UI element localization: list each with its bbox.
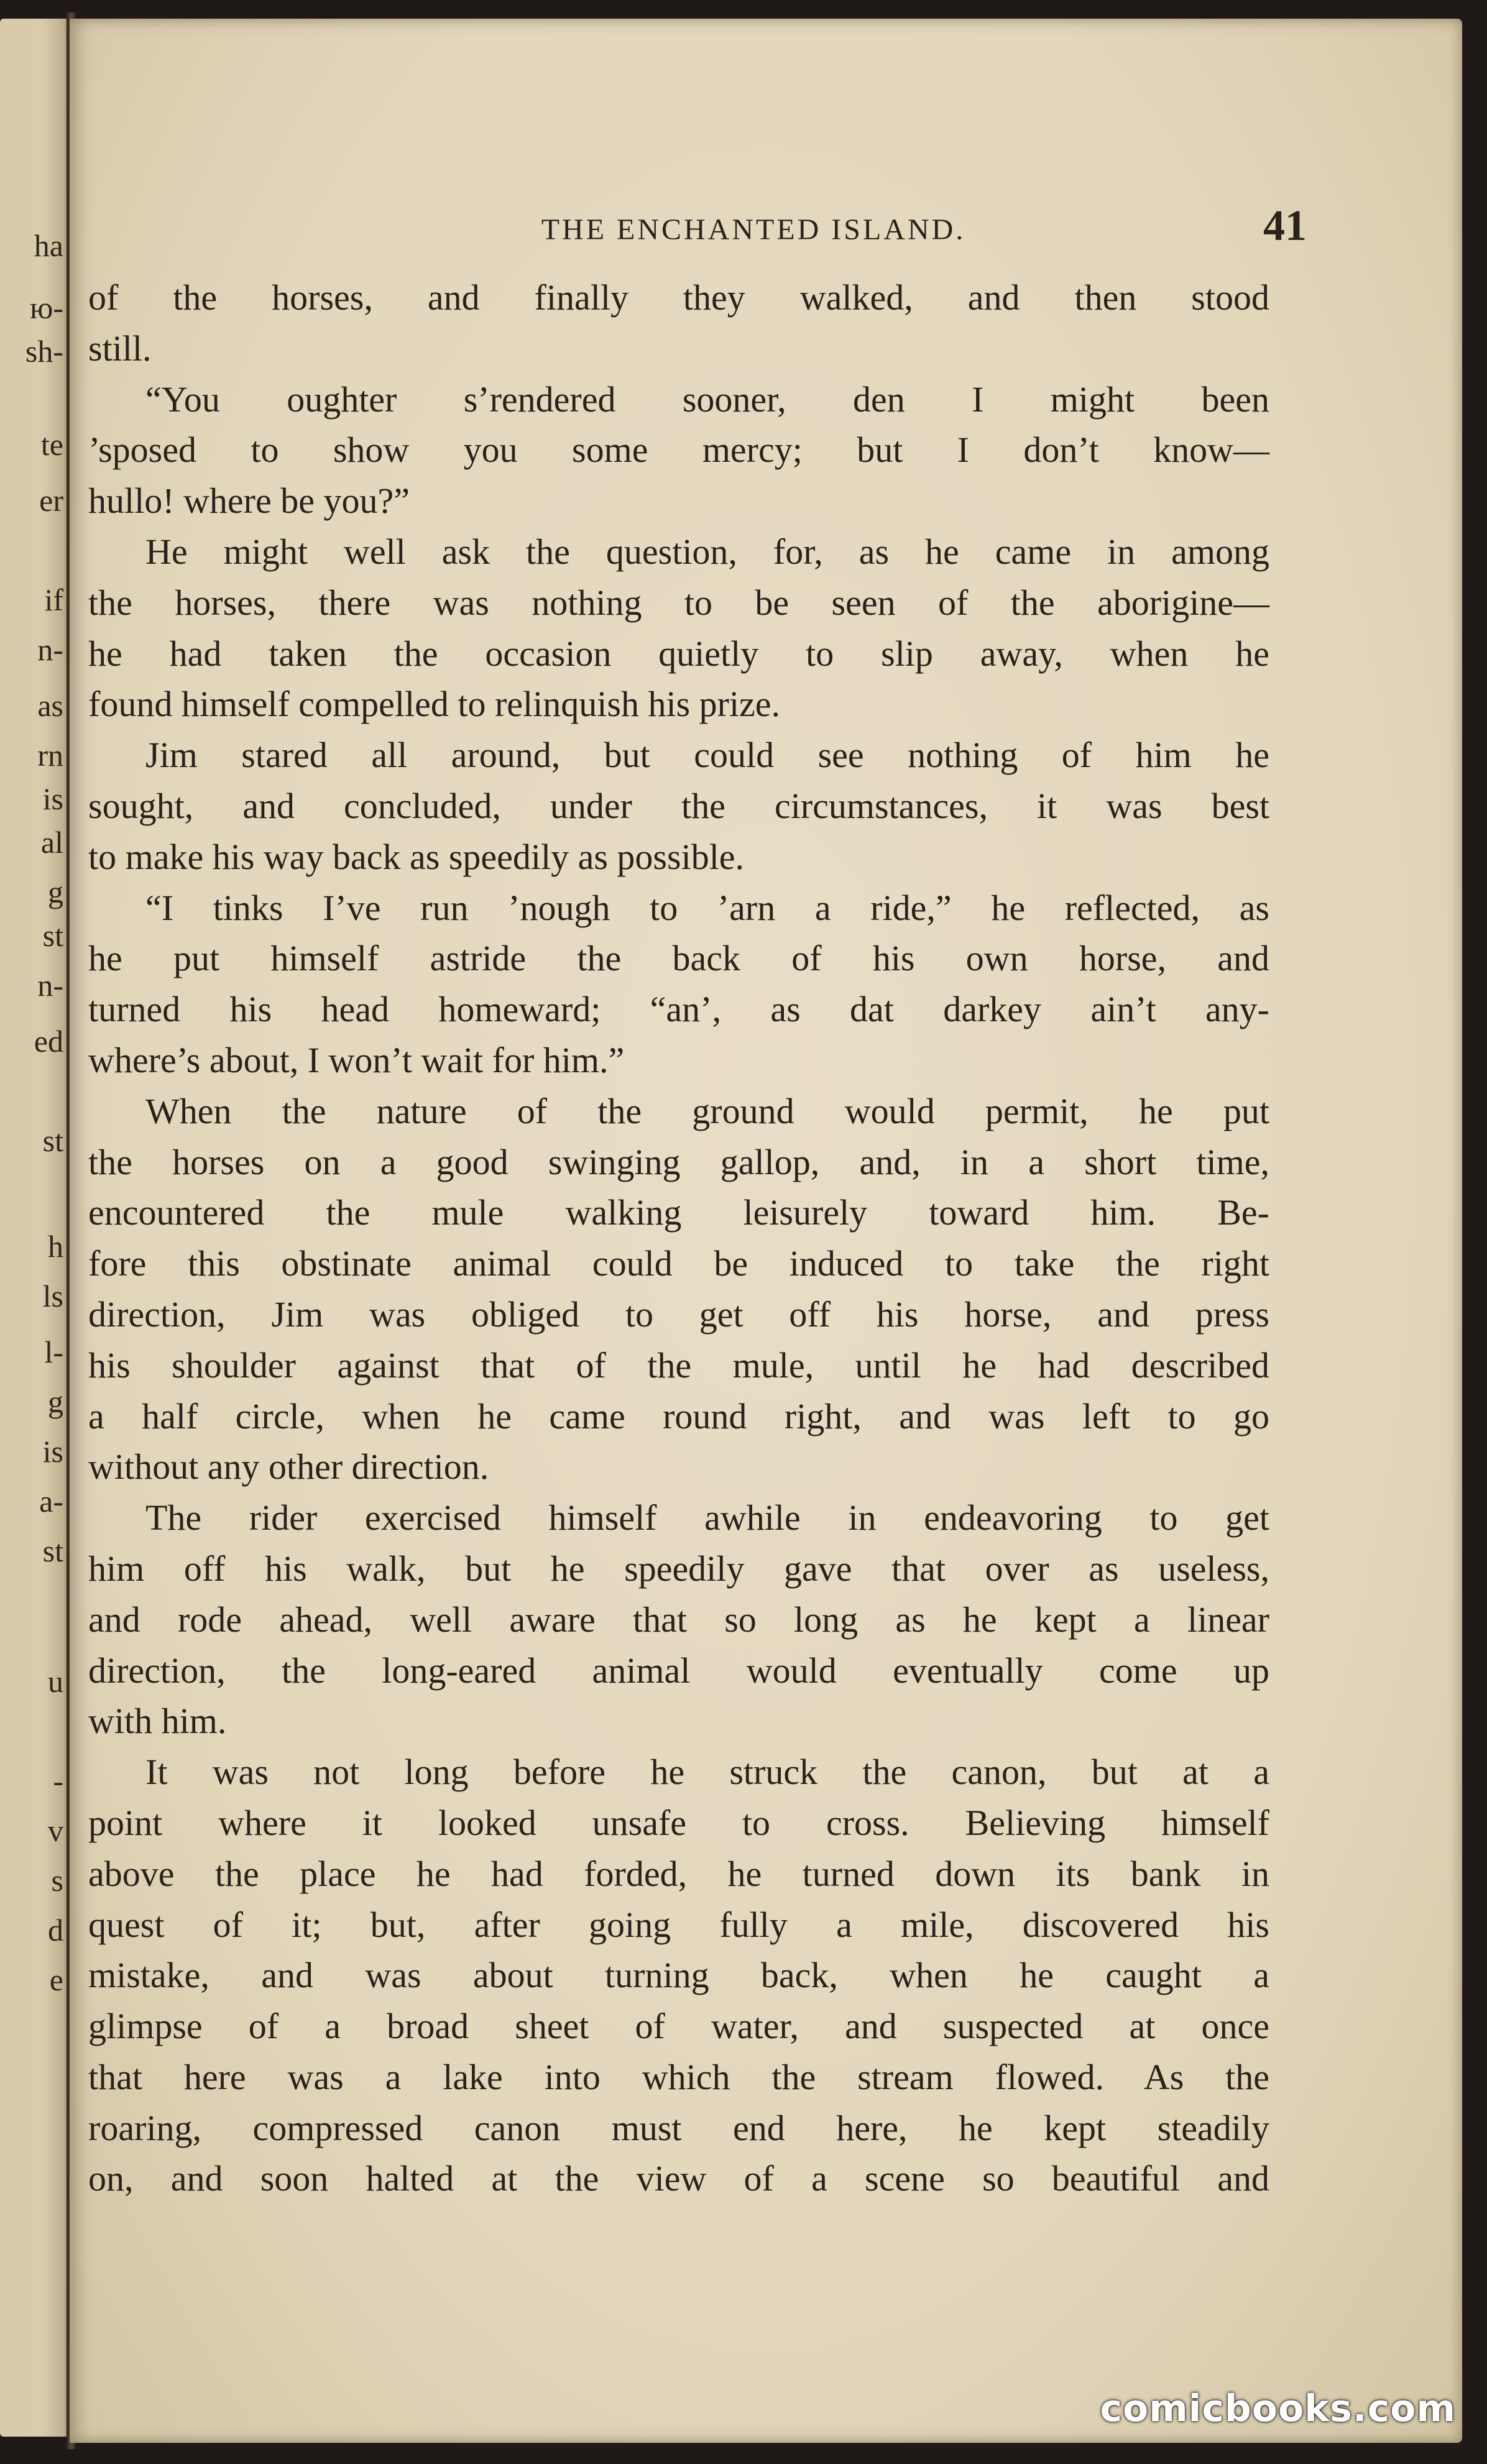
text-line: his shoulder against that of the mule, until he had described: [88, 1345, 1269, 1386]
previous-page-fragment: h: [48, 1229, 63, 1264]
previous-page-fragment: e: [49, 1962, 63, 1997]
text-line: “You oughter s’rendered sooner, den I might been: [145, 379, 1269, 420]
text-line: point where it looked unsafe to cross. Believing himself: [88, 1802, 1269, 1843]
previous-page-fragment: al: [40, 825, 63, 860]
text-line: roaring, compressed canon must end here, he kept steadily: [88, 2107, 1269, 2148]
previous-page-fragment: ю-: [29, 290, 63, 325]
text-line: turned his head homeward; “an’, as dat darkey ain’t any-: [88, 989, 1269, 1030]
previous-page-fragment: is: [42, 1434, 63, 1469]
previous-page-fragment: g: [48, 875, 63, 909]
previous-page-fragment: te: [40, 427, 63, 462]
previous-page-fragment: v: [48, 1813, 63, 1848]
running-head: THE ENCHANTED ISLAND.: [541, 213, 966, 246]
text-line: still.: [88, 328, 152, 369]
text-line: glimpse of a broad sheet of water, and suspected at once: [88, 2006, 1269, 2047]
text-line: found himself compelled to relinquish his prize.: [88, 684, 781, 725]
previous-page-fragment: n-: [37, 632, 63, 667]
previous-page-fragment: st: [42, 1123, 63, 1158]
text-line: he had taken the occasion quietly to slip away, when he: [88, 633, 1269, 674]
previous-page-fragment: ed: [34, 1024, 63, 1059]
text-line: on, and soon halted at the view of a scene so beautiful and: [88, 2158, 1269, 2199]
previous-page-fragment: as: [37, 688, 63, 723]
previous-page-fragment: ls: [42, 1279, 63, 1313]
previous-page-fragment: n-: [37, 968, 63, 1003]
text-line: that here was a lake into which the stream flowed. As the: [88, 2056, 1269, 2097]
text-line: the horses, there was nothing to be seen of the aborigine—: [88, 582, 1269, 623]
previous-page-fragment: g: [48, 1384, 63, 1419]
watermark: comicbooks.com: [1100, 2387, 1456, 2430]
text-line: He might well ask the question, for, as he came in among: [145, 531, 1269, 572]
text-line: direction, the long-eared animal would eventually come up: [88, 1650, 1269, 1691]
text-line: hullo! where be you?”: [88, 480, 410, 522]
previous-page-fragment: s: [51, 1863, 63, 1898]
text-line: he put himself astride the back of his own horse, and: [88, 938, 1269, 979]
text-line: The rider exercised himself awhile in endeavoring to get: [145, 1497, 1269, 1538]
previous-page-fragment: if: [44, 582, 63, 617]
text-line: where’s about, I won’t wait for him.”: [88, 1039, 625, 1080]
text-line: ’sposed to show you some mercy; but I don’t know—: [88, 430, 1269, 471]
text-line: When the nature of the ground would permit, he put: [145, 1090, 1269, 1131]
text-line: above the place he had forded, he turned down its bank in: [88, 1853, 1269, 1894]
previous-page-edge: [0, 19, 71, 2437]
text-line: without any other direction.: [88, 1446, 489, 1487]
previous-page-fragment: st: [42, 1533, 63, 1568]
text-line: sought, and concluded, under the circumstances, it was best: [88, 785, 1269, 826]
text-line: mistake, and was about turning back, when he caught a: [88, 1955, 1269, 1996]
body-text: [88, 272, 1269, 2204]
book-page: [70, 19, 1462, 2443]
text-line: with him.: [88, 1701, 227, 1742]
text-line: direction, Jim was obliged to get off his horse, and press: [88, 1294, 1269, 1335]
text-line: and rode ahead, well aware that so long as he kept a linear: [88, 1599, 1269, 1640]
previous-page-fragment: rn: [37, 738, 63, 773]
previous-page-fragment: is: [42, 781, 63, 816]
text-line: “I tinks I’ve run ’nough to ’arn a ride,” he reflected, as: [145, 887, 1269, 928]
text-line: of the horses, and finally they walked, and then stood: [88, 277, 1269, 318]
text-line: him off his walk, but he speedily gave that over as useless,: [88, 1548, 1269, 1589]
text-line: to make his way back as speedily as possible.: [88, 836, 745, 877]
text-line: quest of it; but, after going fully a mile, discovered his: [88, 1904, 1269, 1945]
text-line: a half circle, when he came round right, and was left to go: [88, 1395, 1269, 1437]
text-line: Jim stared all around, but could see nothing of him he: [145, 735, 1269, 776]
previous-page-fragment: u: [48, 1664, 63, 1699]
page-number: 41: [1263, 202, 1307, 250]
previous-page-fragment: l-: [44, 1335, 63, 1369]
previous-page-fragment: -: [53, 1763, 63, 1798]
text-line: It was not long before he struck the canon, but at a: [145, 1752, 1269, 1793]
previous-page-fragment: d: [48, 1913, 63, 1947]
previous-page-fragment: ha: [34, 228, 63, 263]
previous-page-fragment: a-: [39, 1484, 63, 1519]
previous-page-fragment: st: [42, 918, 63, 953]
text-line: the horses on a good swinging gallop, and, in a short time,: [88, 1141, 1269, 1182]
text-line: encountered the mule walking leisurely toward him. Be-: [88, 1192, 1269, 1233]
text-line: fore this obstinate animal could be induced to take the right: [88, 1243, 1269, 1284]
previous-page-fragment: er: [39, 483, 63, 518]
previous-page-fragment: sh-: [25, 334, 63, 369]
